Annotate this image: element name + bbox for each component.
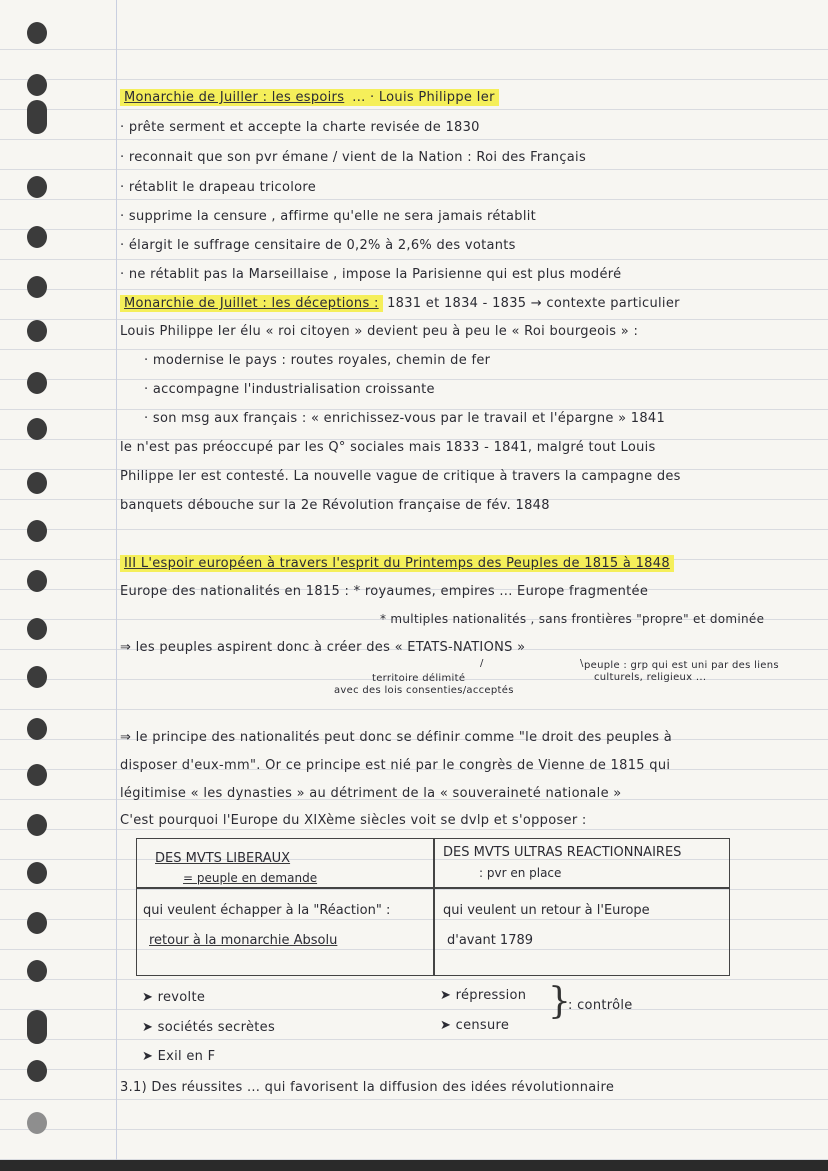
binder-hole (27, 862, 47, 884)
list-item: · ne rétablit pas la Marseillaise , impose la Parisienne qui est plus modéré (120, 267, 622, 282)
curly-brace: } (548, 981, 571, 1022)
section-3-title-text: III L'espoir européen à travers l'esprit du Printemps des Peuples de 1815 à 1848 (120, 555, 674, 572)
binder-hole (27, 320, 47, 342)
list-item: · élargit le suffrage censitaire de 0,2% à 2,6% des votants (120, 238, 516, 253)
list-item: · reconnait que son pvr émane / vient de la Nation : Roi des Français (120, 150, 587, 165)
paragraph-line: le n'est pas préoccupé par les Q° sociales mais 1833 - 1841, malgré tout Louis (120, 440, 656, 455)
annotation-people: peuple : grp qui est uni par des liens (584, 660, 779, 671)
list-item: · supprime la censure , affirme qu'elle ne sera jamais rétablit (120, 209, 537, 224)
list-item: ➤ sociétés secrètes (142, 1020, 276, 1035)
binder-hole (27, 718, 47, 740)
movements-table (136, 838, 730, 976)
text-line: Louis Philippe Ier élu « roi citoyen » devient peu à peu le « Roi bourgeois » : (120, 324, 639, 339)
list-item: · modernise le pays : routes royales, chemin de fer (144, 353, 491, 368)
annotation-arrow: / (480, 658, 484, 669)
section-1-title (120, 90, 499, 106)
table-header-ultra: DES MVTS ULTRAS REACTIONNAIRES (443, 845, 682, 860)
binder-hole (27, 226, 47, 248)
brace-label: : contrôle (568, 998, 633, 1013)
binder-hole (27, 100, 47, 134)
binder-hole (27, 814, 47, 836)
table-sub-ultra: : pvr en place (479, 866, 562, 880)
table-cell-ultra-2: d'avant 1789 (447, 933, 534, 948)
table-divider (137, 887, 729, 889)
paragraph-line: ⇒ le principe des nationalités peut donc se définir comme "le droit des peuples à (120, 730, 672, 745)
binder-hole (27, 74, 47, 96)
list-item: ➤ revolte (142, 990, 206, 1005)
final-line: 3.1) Des réussites ... qui favorisent la diffusion des idées révolutionnaire (120, 1080, 615, 1095)
page-bottom-edge (0, 1160, 828, 1171)
list-item: · accompagne l'industrialisation croissante (144, 382, 435, 397)
margin-line (116, 0, 117, 1160)
paragraph-line: légitimise « les dynasties » au détriment de la « souveraineté nationale » (120, 786, 622, 801)
list-item: · rétablit le drapeau tricolore (120, 180, 317, 195)
annotation-laws: avec des lois consenties/acceptés (334, 685, 514, 696)
section-3-title (120, 556, 674, 572)
section-1-title-main: Monarchie de Juiller : les espoirs (120, 89, 348, 106)
section-2-title-dates: 1831 et 1834 - 1835 → contexte particulier (387, 296, 680, 311)
binder-hole (27, 472, 47, 494)
table-cell-liberal-2: retour à la monarchie Absolu (149, 933, 338, 948)
table-cell-ultra-1: qui veulent un retour à l'Europe (443, 903, 650, 918)
binder-hole (27, 22, 47, 44)
paragraph-line: C'est pourquoi l'Europe du XIXème siècles voit se dvlp et s'opposer : (120, 813, 587, 828)
binder-hole (27, 666, 47, 688)
text-line: * multiples nationalités , sans frontières "propre" et dominée (380, 612, 765, 626)
binder-hole (27, 1112, 47, 1134)
binder-hole (27, 520, 47, 542)
binder-hole (27, 176, 47, 198)
text-line: ⇒ les peuples aspirent donc à créer des « ETATS-NATIONS » (120, 640, 526, 655)
paragraph-line: disposer d'eux-mm". Or ce principe est nié par le congrès de Vienne de 1815 qui (120, 758, 671, 773)
annotation-territory: territoire délimité (372, 673, 466, 684)
list-item: · prête serment et accepte la charte revisée de 1830 (120, 120, 480, 135)
annotation-arrow: \ (580, 658, 584, 669)
table-sub-liberal: = peuple en demande (183, 871, 318, 885)
binder-hole (27, 618, 47, 640)
section-2-title-main: Monarchie de Juillet : les déceptions : (120, 295, 383, 312)
binder-hole (27, 960, 47, 982)
binder-hole (27, 764, 47, 786)
table-divider (433, 839, 435, 975)
list-item: ➤ censure (440, 1018, 510, 1033)
binder-hole (27, 1010, 47, 1044)
table-cell-liberal-1: qui veulent échapper à la "Réaction" : (143, 903, 391, 918)
list-item: ➤ répression (440, 988, 527, 1003)
text-line: Europe des nationalités en 1815 : * royaumes, empires ... Europe fragmentée (120, 584, 649, 599)
binder-hole (27, 418, 47, 440)
table-header-liberal: DES MVTS LIBERAUX (155, 851, 291, 866)
binder-hole (27, 276, 47, 298)
section-1-title-king: ... · Louis Philippe Ier (348, 89, 498, 106)
paragraph-line: banquets débouche sur la 2e Révolution française de fév. 1848 (120, 498, 550, 513)
binder-hole (27, 570, 47, 592)
binder-hole (27, 372, 47, 394)
binder-hole (27, 1060, 47, 1082)
binder-hole (27, 912, 47, 934)
section-2-title (120, 296, 680, 312)
paragraph-line: Philippe Ier est contesté. La nouvelle vague de critique à travers la campagne des (120, 469, 681, 484)
list-item: ➤ Exil en F (142, 1049, 216, 1064)
list-item: · son msg aux français : « enrichissez-vous par le travail et l'épargne » 1841 (144, 411, 666, 426)
annotation-people-ties: culturels, religieux ... (594, 672, 707, 683)
